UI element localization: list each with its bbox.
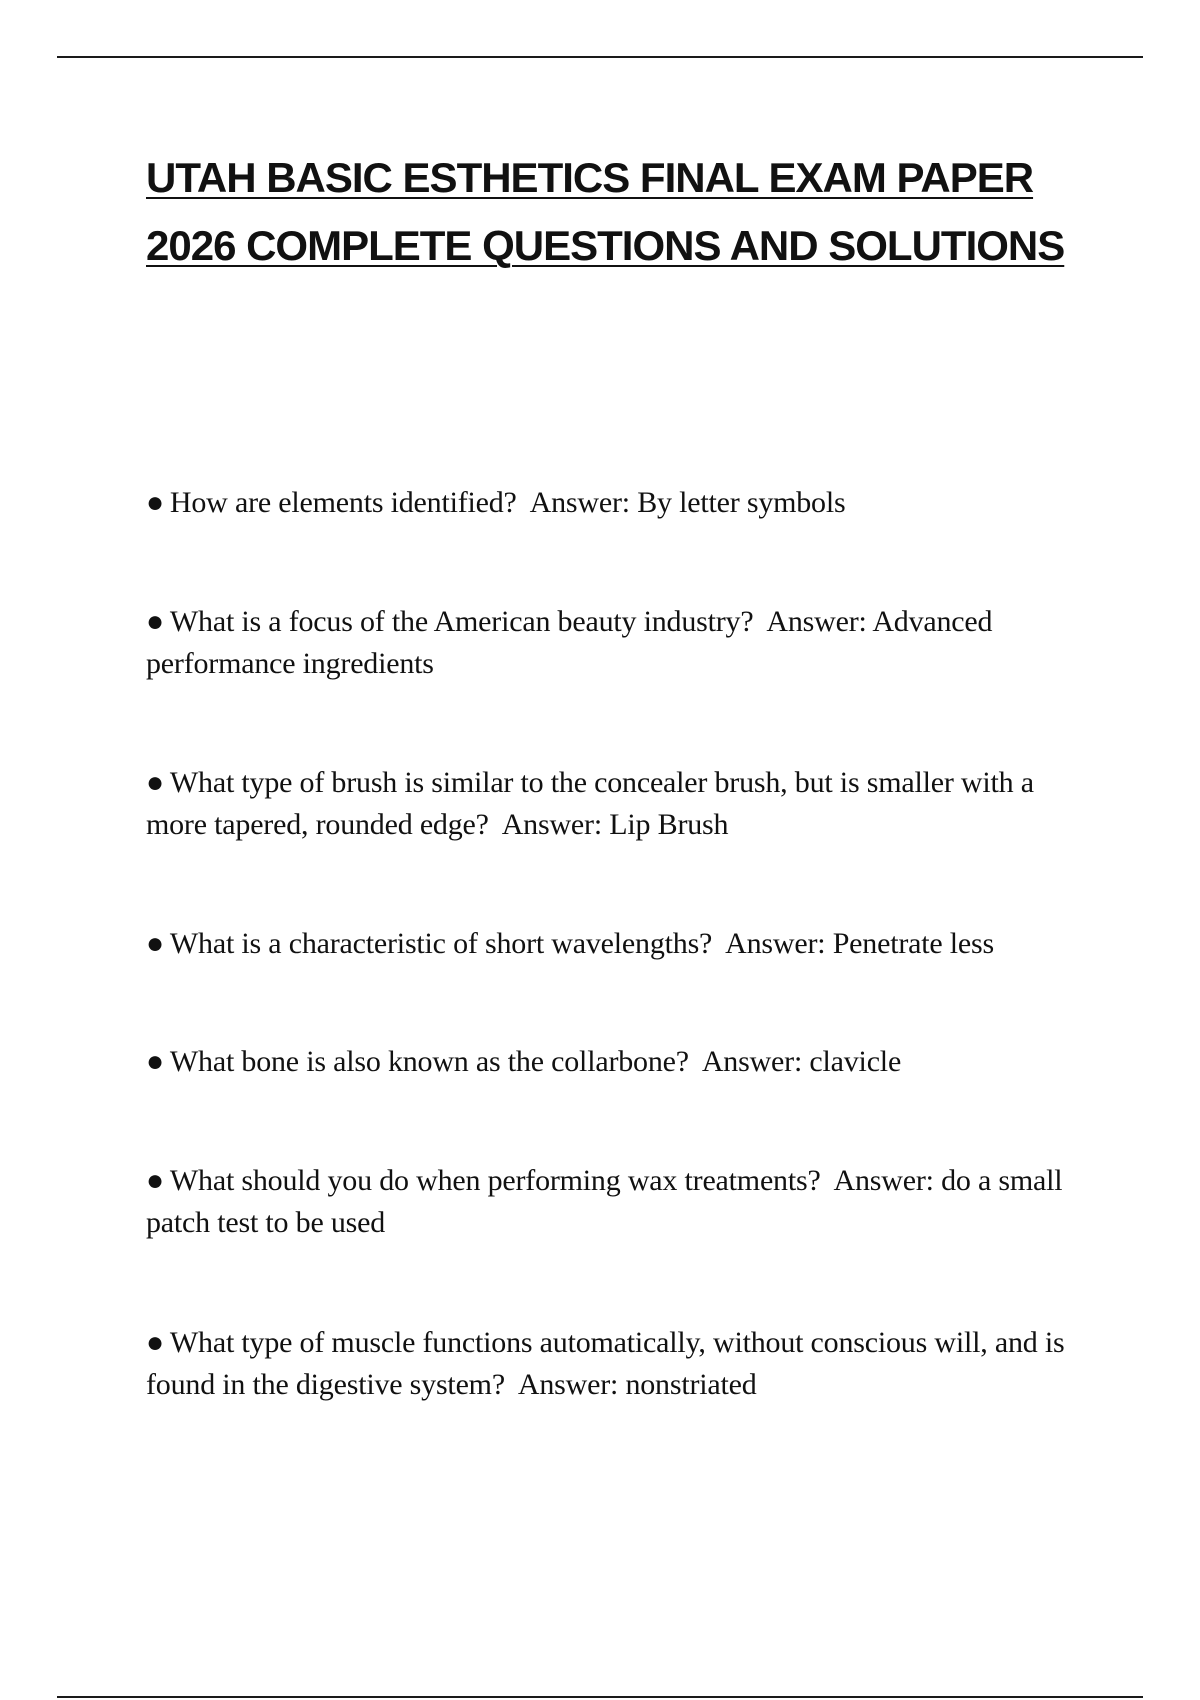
bullet-icon: ● <box>146 1045 164 1078</box>
bullet-icon: ● <box>146 766 164 799</box>
question-text: What is a focus of the American beauty industry? <box>169 605 754 638</box>
question-text: What type of brush is similar to the concealer brush, but is smaller with a more tapered, rounded edge? <box>146 766 1034 841</box>
qa-item-7 <box>146 1322 1076 1406</box>
answer-label: Answer: <box>517 1368 619 1401</box>
question-text: What should you do when performing wax treatments? <box>169 1164 821 1197</box>
answer-label: Answer: <box>501 808 602 841</box>
qa-item-3 <box>146 762 1076 846</box>
question-text: What bone is also known as the collarbone? <box>169 1045 689 1078</box>
question-text: What type of muscle functions automatically, without conscious will, and is found in the digestive system? <box>146 1326 1065 1401</box>
answer-text: clavicle <box>809 1045 902 1078</box>
qa-item-5 <box>146 1041 1076 1083</box>
page-title-text: UTAH BASIC ESTHETICS FINAL EXAM PAPER 2026 COMPLETE QUESTIONS AND SOLUTIONS <box>146 154 1065 269</box>
bullet-icon: ● <box>146 1164 164 1197</box>
bottom-divider <box>57 1696 1143 1698</box>
qa-item-4 <box>146 923 1076 965</box>
answer-text: do a small patch test to be used <box>146 1164 1063 1239</box>
question-text: How are elements identified? <box>169 486 517 519</box>
answer-text: Advanced performance ingredients <box>146 605 993 680</box>
bullet-icon: ● <box>146 927 164 960</box>
answer-label: Answer: <box>529 486 630 519</box>
qa-item-1 <box>146 482 1076 524</box>
answer-label: Answer: <box>725 927 826 960</box>
qa-item-2 <box>146 601 1076 685</box>
answer-text: Lip Brush <box>609 808 729 841</box>
question-text: What is a characteristic of short wavelengths? <box>169 927 713 960</box>
bullet-icon: ● <box>146 1326 164 1359</box>
top-divider <box>57 56 1143 58</box>
bullet-icon: ● <box>146 605 164 638</box>
answer-label: Answer: <box>833 1164 934 1197</box>
answer-text: nonstriated <box>625 1368 757 1401</box>
bullet-icon: ● <box>146 486 164 519</box>
answer-text: Penetrate less <box>832 927 994 960</box>
answer-label: Answer: <box>701 1045 803 1078</box>
qa-item-6 <box>146 1160 1076 1244</box>
answer-text: By letter symbols <box>637 486 846 519</box>
page-title <box>146 144 1076 280</box>
answer-label: Answer: <box>766 605 867 638</box>
